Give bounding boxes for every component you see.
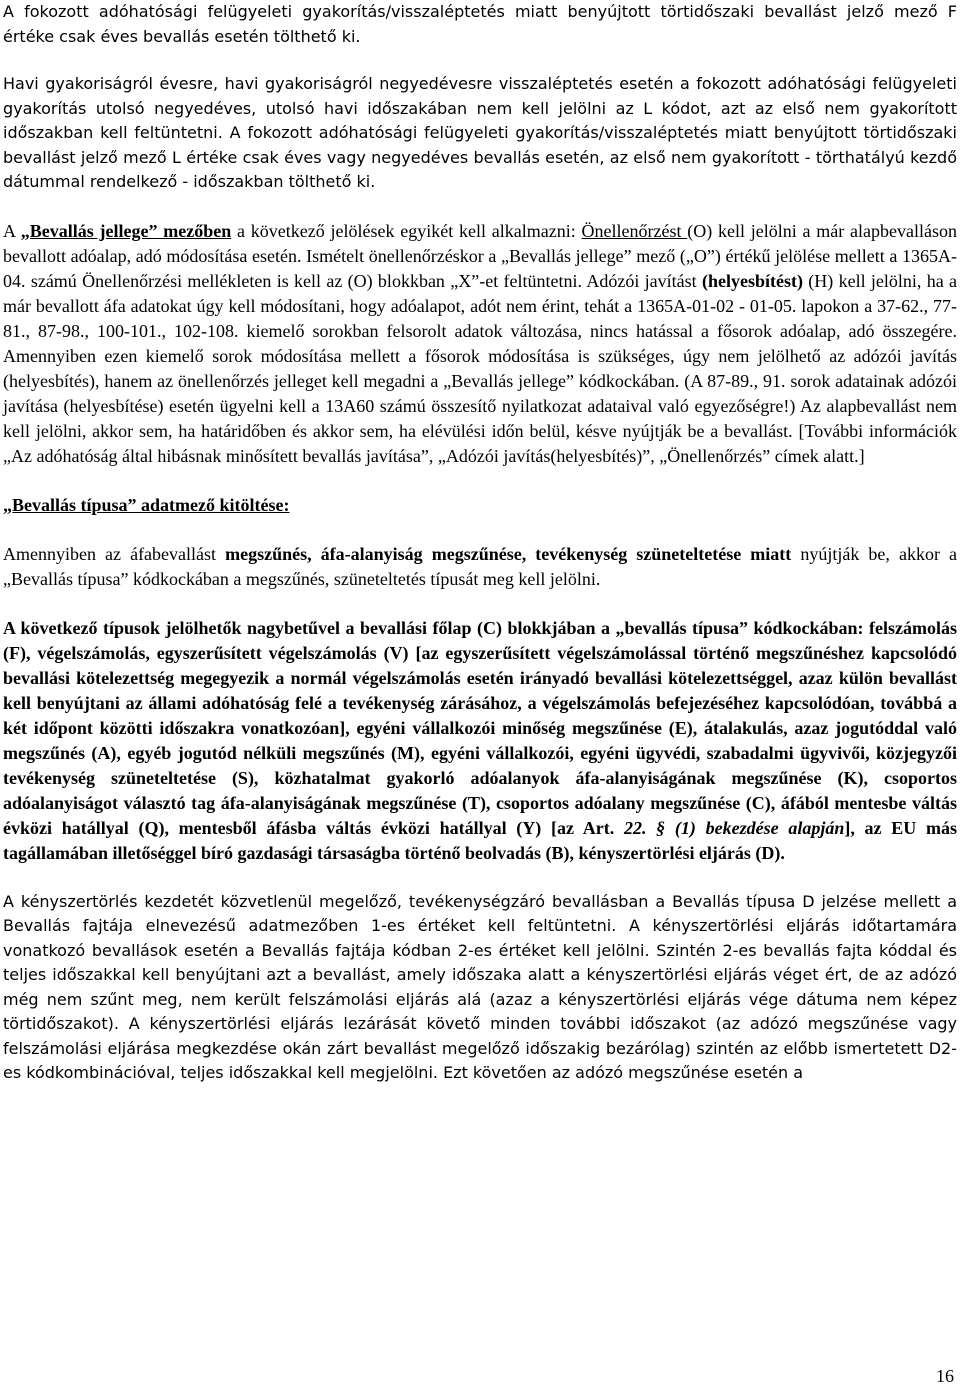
paragraph-l-code: Havi gyakoriságról évesre, havi gyakoriságról negyedévesre visszaléptetés esetén a fokozott adóhatósági felügyeleti gyakorítás utolsó negyedéves, utolsó havi időszakában nem kell jelölni az L kódot, azt az első nem gyakorított időszakban kell feltüntetni. A fokozott adóhatósági felügyeleti gyakorítás/visszaléptetés miatt benyújtott törtidőszaki bevallást jelző mező L értéke csak éves vagy negyedéves bevallás esetén, az első nem gyakorított - törthatályú kezdő dátummal rendelkező - időszakban tölthető ki. xyxy=(3,74,957,191)
text-segment: A xyxy=(3,220,21,241)
onellenorzes-term: Önellenőrzést xyxy=(581,220,688,241)
paragraph-kenyszertorles: A kényszertörlés kezdetét közvetlenül megelőző, tevékenységzáró bevallásban a Bevallás típusa D jelzése mellett a Bevallás fajtája elnevezésű adatmezőben 1-es értéket kell feltüntetni. A kényszertörlési eljárás időtartamára vonatkozó bevallások esetén a Bevallás fajtája kódban 2-es értéket kell jelölni. Szintén 2-es bevallás fajta kóddal és teljes időszakkal kell benyújtani azt a bevallást, amely időszaka alatt a kényszertörlési eljárás véget ért, de az adózó még nem szűnt meg, nem került felszámolási eljárás alá (azaz a kényszertörlési eljárás vége dátuma nem képez törtidőszakot). A kényszertörlési eljárás lezárását követő minden további időszakot (az adózó megszűnése vagy felszámolási eljárása megkezdése okán zárt bevallást megelőző időszakig bezárólag) szintén az előbb ismertetett D2-es kódkombinációval, teljes időszakkal kell megjelölni. Ezt követően az adózó megszűnése esetén a xyxy=(3,891,957,1082)
page-number: 16 xyxy=(936,1366,954,1386)
paragraph-megszunes xyxy=(3,542,957,592)
text-segment: (O) kell jelölni a már alapbevalláson bevallott adóalap, adó módosítása esetén. Ismételt önellenőrzéskor a „Bevallás jellege” mező („O”) értékű jelölése mellett a 1365A-04. számú Önellenőrzési mellékleten is kell az (O) blokkban „X”-et feltüntetni. Adózói javítást xyxy=(3,220,957,291)
text-segment: A következő típusok jelölhetők nagybetűvel a bevallási főlap (C) blokkjában a „bevallás típusa” kódkockában: felszámolás (F), végelszámolás, egyszerűsített végelszámolás (V) [az egyszerűsített végelszámolással történő megszűnéshez kapcsolódó bevallási kötelezettség megegyezik a normál végelszámolás esetén irányadó bevallási kötelezettséggel, azaz külön bevallást kell benyújtani az állami adóhatóság felé a tevékenység zárásához, a végelszámolás befejezéséhez kapcsolódóan, továbbá a két időpont közötti időszakra vonatkozóan], egyéni vállalkozói minőség megszűnése (E), átalakulás, azaz jogutóddal való megszűnés (A), egyéb jogutód nélküli megszűnés (M), egyéni vállalkozói, egyéni ügyvédi, szabadalmi ügyvivői, közjegyzői tevékenység szüneteltetése (S), közhatalmat gyakorló adóalanyok áfa-alanyiságának megszűnése (K), csoportos adóalanyiságot választó tag áfa-alanyiságának megszűnése (T), csoportos adóalany megszűnése (C), áfából mentesbe váltás évközi hatállyal (Q), mentesből áfásba váltás évközi hatállyal (Y) [az Art. xyxy=(3,617,957,838)
text-segment: nyújtják be, akkor a „Bevallás típusa” kódkockában a megszűnés, szüneteltetés típusát meg kell jelölni. xyxy=(3,543,957,589)
art-reference: 22. § (1) bekezdése alapján xyxy=(623,817,845,838)
paragraph-f-value: A fokozott adóhatósági felügyeleti gyakorítás/visszaléptetés miatt benyújtott törtidőszaki bevallást jelző mező F értéke csak éves bevallás esetén tölthető ki. xyxy=(3,2,957,46)
megszunes-term: megszűnés, áfa-alanyiság megszűnése, tevékenység szüneteltetése miatt xyxy=(225,543,792,564)
paragraph-bevallas-jellege xyxy=(3,219,957,469)
bevallas-jellege-term: „Bevallás jellege” mezőben xyxy=(20,220,232,241)
text-segment: a következő jelölések egyikét kell alkalmazni: xyxy=(231,220,582,241)
section-heading: „Bevallás típusa” adatmező kitöltése: xyxy=(3,494,290,515)
paragraph-tipusok xyxy=(3,616,957,866)
text-segment: ], az EU más tagállamában illetőséggel bíró gazdasági társaságba történő beolvadás (B), kényszertörlési eljárás (D). xyxy=(3,817,957,863)
text-segment: Amennyiben az áfabevallást xyxy=(3,543,226,564)
text-segment: (H) kell jelölni, ha a már bevallott áfa adatokat úgy kell módosítani, hogy adóalapot, adót nem érint, tehát a 1365A-01-02 - 01-05. lapokon a 37-62., 77-81., 87-98., 100-101., 102-108. kiemelő sorokban felsorolt adatok változása, nincs hatással a fősorok adóalap, adó összegére. Amennyiben ezen kiemelő sorok módosítása mellett a fősorok módosítása is szükséges, úgy nem jelölhető az adózói javítás (helyesbítés), hanem az önellenőrzés jelleget kell megadni a „Bevallás jellege” kódkockában. (A 87-89., 91. sorok adatainak adózói javítása (helyesbítése) esetén ügyelni kell a 13A60 számú összesítő nyilatkozat adataival való egyezőségre!) Az alapbevallást nem kell jelölni, akkor sem, ha határidőben és akkor sem, ha elévülési időn belül, késve nyújtják be a bevallást. [További információk „Az adóhatóság által hibásnak minősített bevallás javítása”, „Adózói javítás(helyesbítés)”, „Önellenőrzés” címek alatt.] xyxy=(3,270,958,466)
helyesbites-term: (helyesbítést) xyxy=(701,270,803,291)
